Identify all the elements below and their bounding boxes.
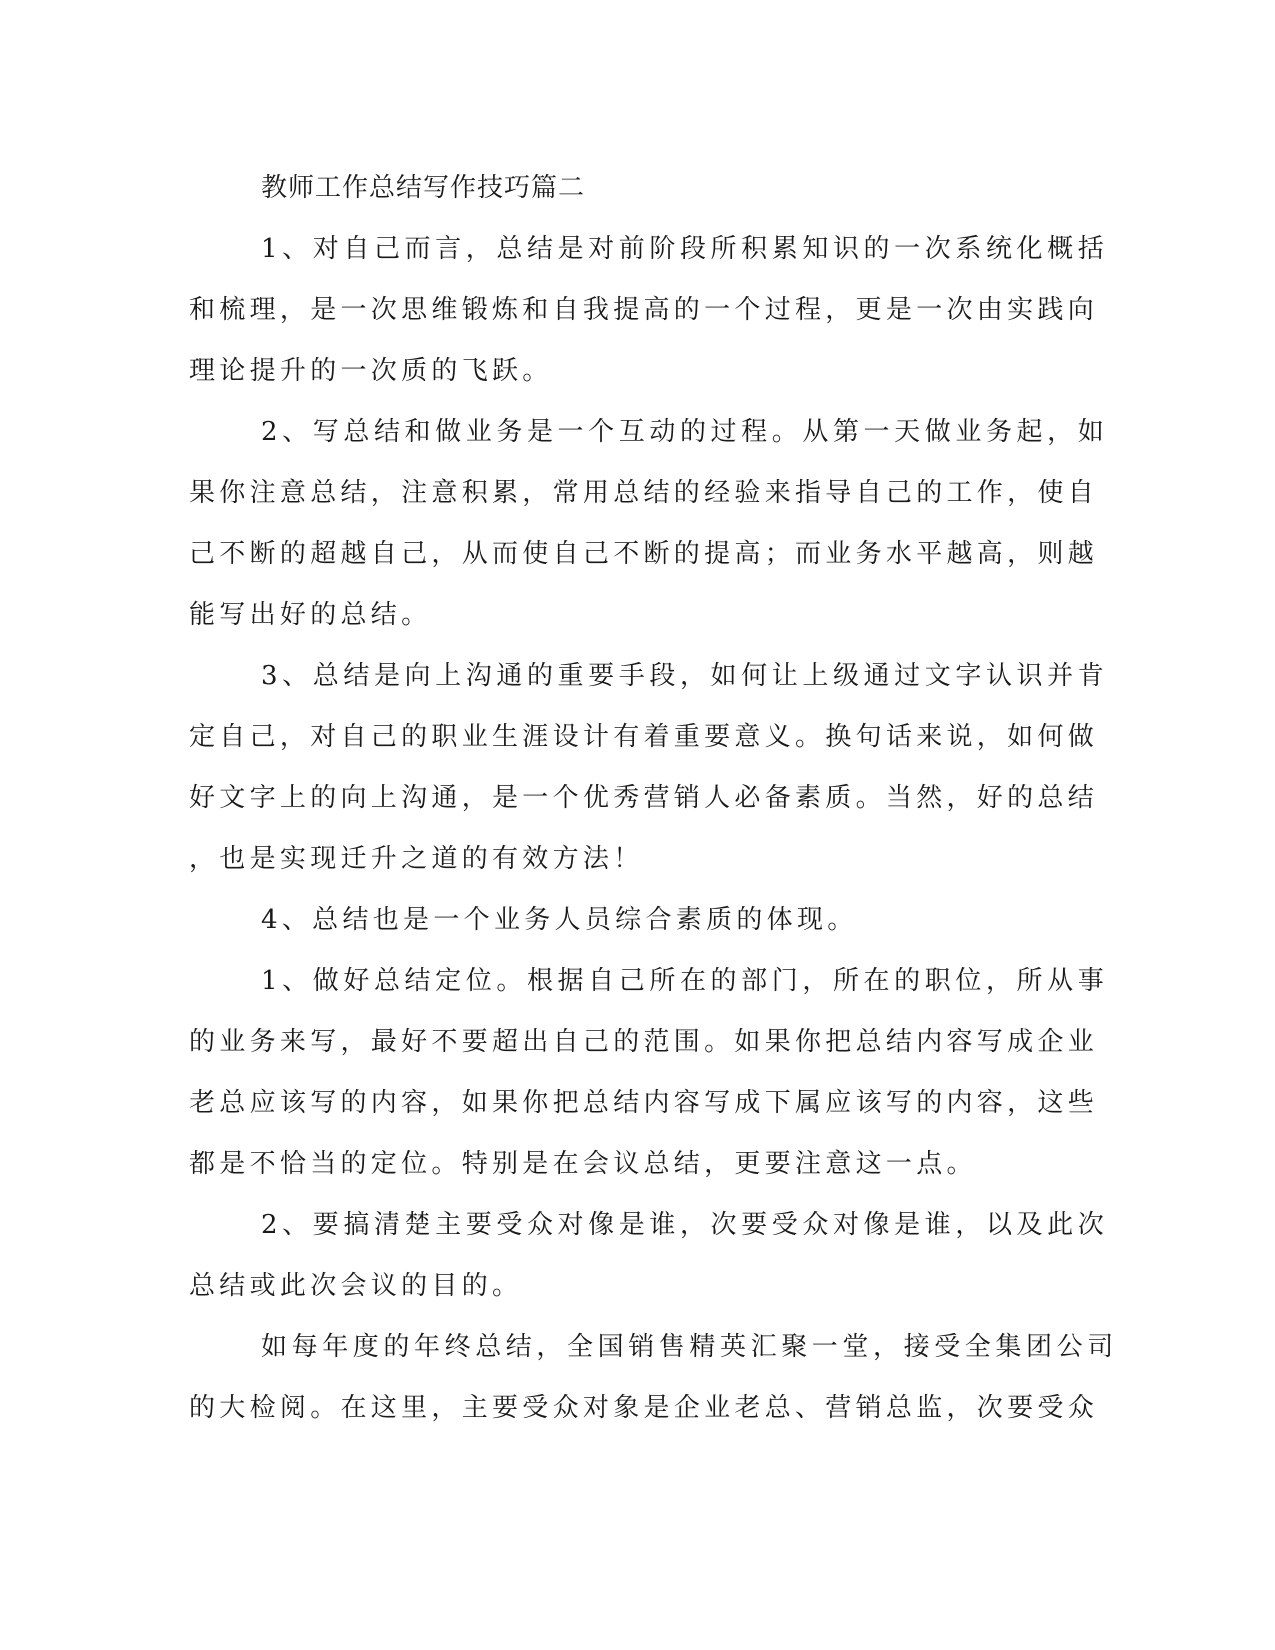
text-line: 1、做好总结定位。根据自己所在的部门，所在的职位，所从事	[261, 966, 1109, 996]
text-line: 4、总结也是一个业务人员综合素质的体现。	[261, 905, 858, 935]
document-title: 教师工作总结写作技巧篇二	[261, 173, 586, 203]
text-line: 好文字上的向上沟通，是一个优秀营销人必备素质。当然，好的总结	[189, 783, 1099, 813]
text-line: 理论提升的一次质的飞跃。	[189, 356, 553, 386]
text-line: 1、对自己而言，总结是对前阶段所积累知识的一次系统化概括	[261, 234, 1109, 264]
text-line: 2、要搞清楚主要受众对像是谁，次要受众对像是谁，以及此次	[261, 1210, 1109, 1240]
text-line: 的业务来写，最好不要超出自己的范围。如果你把总结内容写成企业	[189, 1027, 1099, 1057]
text-line: 2、写总结和做业务是一个互动的过程。从第一天做业务起，如	[261, 417, 1109, 447]
text-line: 老总应该写的内容，如果你把总结内容写成下属应该写的内容，这些	[189, 1088, 1099, 1118]
text-line: 总结或此次会议的目的。	[189, 1271, 523, 1301]
text-line: ，也是实现迁升之道的有效方法！	[189, 844, 644, 874]
text-line: 都是不恰当的定位。特别是在会议总结，更要注意这一点。	[189, 1149, 977, 1179]
text-line: 3、总结是向上沟通的重要手段，如何让上级通过文字认识并肯	[261, 661, 1109, 691]
text-line: 己不断的超越自己，从而使自己不断的提高；而业务水平越高，则越	[189, 539, 1099, 569]
text-line: 果你注意总结，注意积累，常用总结的经验来指导自己的工作，使自	[189, 478, 1099, 508]
text-line: 能写出好的总结。	[189, 600, 432, 630]
text-line: 和梳理，是一次思维锻炼和自我提高的一个过程，更是一次由实践向	[189, 295, 1099, 325]
text-line: 如每年度的年终总结，全国销售精英汇聚一堂，接受全集团公司	[261, 1332, 1118, 1362]
text-line: 定自己，对自己的职业生涯设计有着重要意义。换句话来说，如何做	[189, 722, 1099, 752]
text-line: 的大检阅。在这里，主要受众对象是企业老总、营销总监，次要受众	[189, 1393, 1099, 1423]
